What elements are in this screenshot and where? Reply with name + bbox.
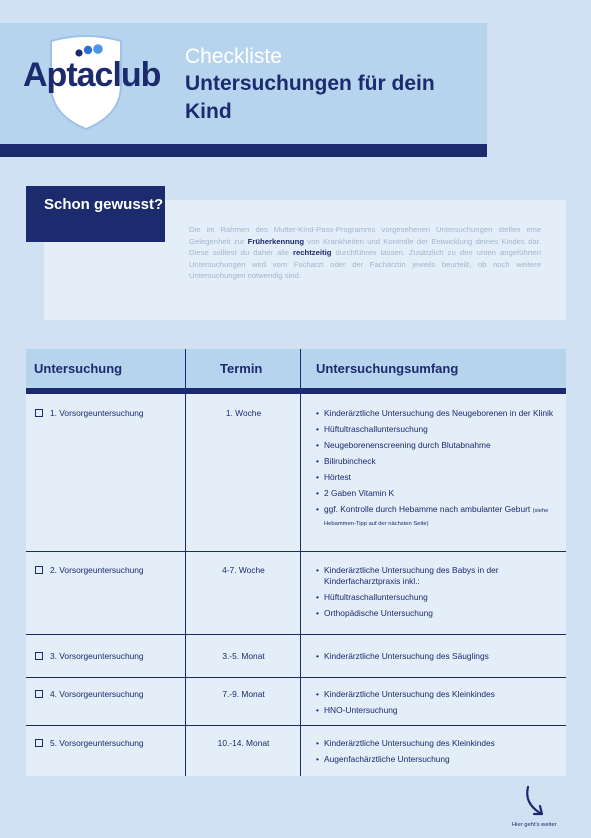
row-divider xyxy=(26,725,566,726)
list-item: • Hüftultraschalluntersuchung xyxy=(316,592,561,603)
list-item: • Hüftultraschalluntersuchung xyxy=(316,424,561,435)
header-termin: Termin xyxy=(220,361,263,376)
info-text: Die im Rahmen des Mutter-Kind-Pass-Programms vorgesehenen Untersuchungen stellen eine Gelegenheit zur Früherkennung von Krankheiten und Kontrolle der Entwicklung deines Kindes dar. Diese solltest du daher alle rechtzeitig durchführen lassen. Zusätzlich zu den unten angeführten Untersuchungen wird vom Facharzt oder der Fachärztin jeweils beurteilt, ob noch weitere Untersuchungen notwendig sind. xyxy=(189,225,541,281)
next-page-link[interactable]: Hier geht's weiter xyxy=(512,822,557,828)
row-divider xyxy=(26,677,566,678)
list-item: • Bilirubincheck xyxy=(316,456,561,467)
header-divider xyxy=(0,144,487,157)
row-divider xyxy=(26,634,566,635)
checkbox-row-5[interactable]: 5. Vorsorgeuntersuchung xyxy=(35,738,144,748)
header-untersuchung: Untersuchung xyxy=(34,361,123,376)
info-heading: Schon gewusst? xyxy=(26,186,165,242)
row-divider xyxy=(26,551,566,552)
table-header xyxy=(26,349,566,394)
checkbox-icon[interactable] xyxy=(35,652,43,660)
list-item: • ggf. Kontrolle durch Hebamme nach ambulanter Geburt (siehe Hebammen-Tipp auf der nächsten Seite) xyxy=(316,504,561,529)
list-item: • Kinderärztliche Untersuchung des Kleinkindes xyxy=(316,738,561,749)
list-item: • Kinderärztliche Untersuchung des Säuglings xyxy=(316,651,561,662)
umfang-row-3 xyxy=(316,651,561,667)
list-item: • Neugeborenenscreening durch Blutabnahme xyxy=(316,440,561,451)
umfang-row-5 xyxy=(316,738,561,770)
checkbox-icon[interactable] xyxy=(35,690,43,698)
list-item: • 2 Gaben Vitamin K xyxy=(316,488,561,499)
list-item: • Kinderärztliche Untersuchung des Neugeborenen in der Klinik xyxy=(316,408,561,419)
list-item: • Orthopädische Untersuchung xyxy=(316,608,561,619)
header-umfang: Untersuchungsumfang xyxy=(316,361,459,376)
checkbox-icon[interactable] xyxy=(35,566,43,574)
checkbox-icon[interactable] xyxy=(35,409,43,417)
list-item: • HNO-Untersuchung xyxy=(316,705,561,716)
header-kicker: Checkliste xyxy=(185,45,282,68)
list-item: • Hörtest xyxy=(316,472,561,483)
hebammen-note: (siehe Hebammen-Tipp auf der nächsten Seite) xyxy=(324,508,549,527)
list-item: • Augenfachärztliche Untersuchung xyxy=(316,754,561,765)
termin-row-3: 3.-5. Monat xyxy=(222,651,265,661)
logo: Aptaclub xyxy=(23,56,161,94)
checklist-table xyxy=(26,349,566,776)
termin-row-2: 4-7. Woche xyxy=(222,565,265,575)
list-item: • Kinderärztliche Untersuchung des Babys in der Kinderfacharztpraxis inkl.: xyxy=(316,565,561,586)
umfang-row-2 xyxy=(316,565,561,624)
umfang-row-1 xyxy=(316,408,561,535)
checkbox-row-1[interactable]: 1. Vorsorgeuntersuchung xyxy=(35,408,144,418)
checkbox-icon[interactable] xyxy=(35,739,43,747)
curved-arrow-icon[interactable] xyxy=(522,785,552,819)
umfang-row-4 xyxy=(316,689,561,721)
checkbox-row-3[interactable]: 3. Vorsorgeuntersuchung xyxy=(35,651,144,661)
termin-row-4: 7.-9. Monat xyxy=(222,689,265,699)
list-item: • Kinderärztliche Untersuchung des Kleinkindes xyxy=(316,689,561,700)
checkbox-row-2[interactable]: 2. Vorsorgeuntersuchung xyxy=(35,565,144,575)
page-title: Untersuchungen für dein Kind xyxy=(185,72,435,123)
termin-row-5: 10.-14. Monat xyxy=(217,738,270,748)
termin-row-1: 1. Woche xyxy=(225,408,262,418)
checkbox-row-4[interactable]: 4. Vorsorgeuntersuchung xyxy=(35,689,144,699)
